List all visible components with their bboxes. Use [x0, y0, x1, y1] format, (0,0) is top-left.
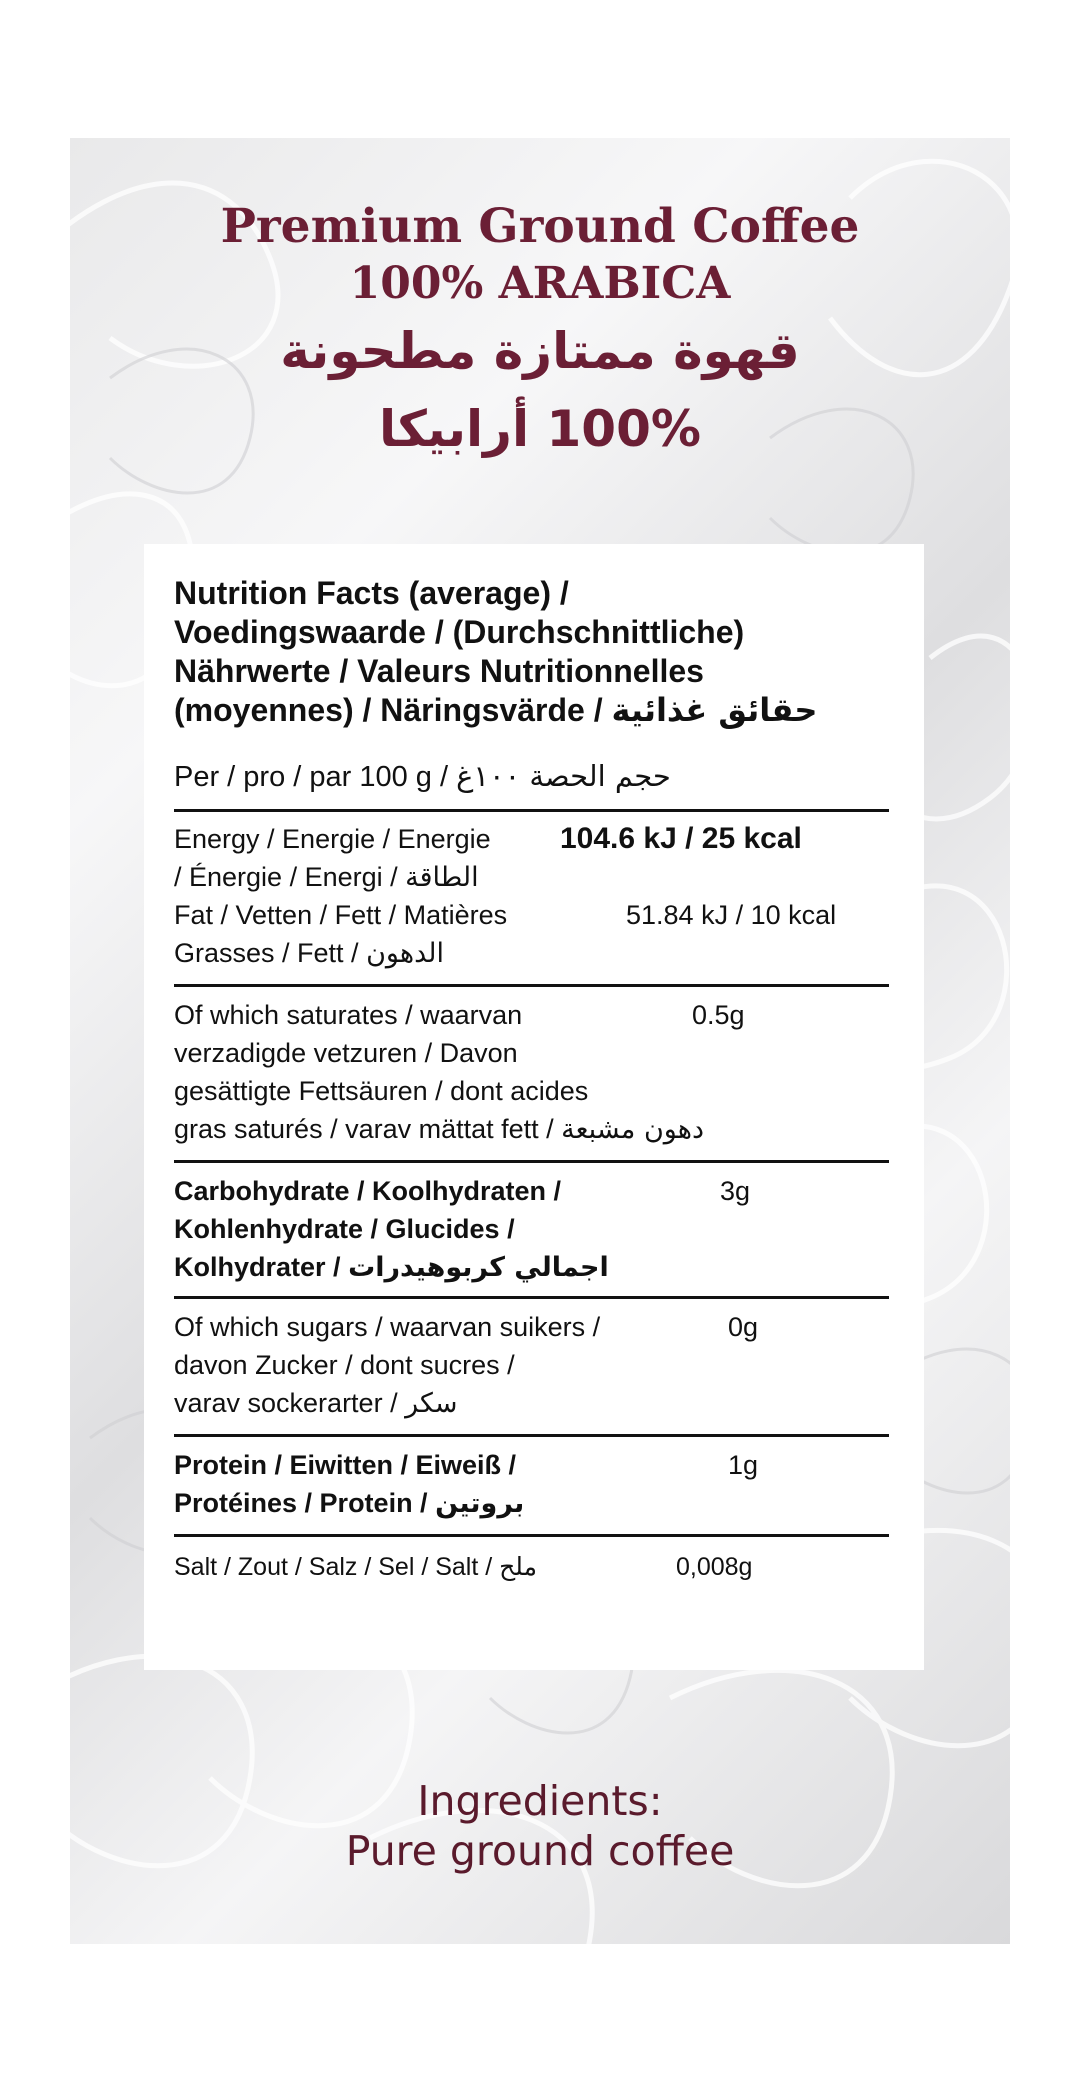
salt-label-arabic: ملح: [499, 1552, 537, 1581]
divider: [174, 1434, 889, 1437]
carbohydrate-value: 3g: [720, 1176, 751, 1206]
saturates-label-arabic: دهون مشبعة: [561, 1114, 704, 1145]
product-title-arabic: قهوة ممتازة مطحونة: [280, 322, 800, 380]
protein-value: 1g: [728, 1450, 759, 1480]
sugars-value: 0g: [728, 1312, 759, 1342]
ingredients-block: [70, 1776, 1010, 1876]
divider: [174, 1534, 889, 1537]
divider: [174, 984, 889, 987]
nutrition-heading-line: Nährwerte / Valeurs Nutritionnelles: [174, 653, 704, 689]
divider: [174, 1160, 889, 1163]
carbohydrate-label-arabic: اجمالي كربوهيدرات: [348, 1252, 609, 1283]
product-subtitle-arabic: 100% أرابيكا: [379, 400, 701, 458]
energy-label-arabic: الطاقة: [405, 862, 479, 893]
nutrition-heading-line: Voedingswaarde / (Durchschnittliche): [174, 614, 745, 650]
nutrition-heading: [174, 574, 904, 730]
nutrition-heading-arabic: حقائق غذائية: [611, 691, 818, 729]
label-panel: [70, 138, 1010, 1944]
nutrition-heading-line: Nutrition Facts (average) /: [174, 575, 569, 611]
nutrition-heading-line: (moyennes) / Näringsvärde / حقائق غذائية: [174, 691, 818, 729]
saturates-label: Of which saturates / waarvan verzadigde vetzuren / Davon gesättigte Fettsäuren / dont acides gras saturés / varav mättat fett / دهون مشبعة: [174, 1000, 704, 1145]
fat-value: 51.84 kJ / 10 kcal: [626, 900, 837, 930]
divider: [174, 1296, 889, 1299]
ingredients-label: Ingredients:: [417, 1777, 663, 1825]
carbohydrate-label: Carbohydrate / Koolhydraten / Kohlenhydrate / Glucides / Kolhydrater / اجمالي كربوهيدرات: [174, 1176, 609, 1283]
ingredients-text: Pure ground coffee: [345, 1827, 735, 1875]
protein-label-arabic: بروتين: [435, 1488, 525, 1519]
fat-label: Fat / Vetten / Fett / Matières Grasses / Fett / الدهون: [174, 900, 508, 969]
energy-value: 104.6 kJ / 25 kcal: [560, 822, 802, 855]
salt-value: 0,008g: [676, 1553, 753, 1581]
sugars-label: Of which sugars / waarvan suikers / davon Zucker / dont sucres / varav sockerarter / سكر: [174, 1312, 601, 1419]
sugars-label-arabic: سكر: [405, 1388, 458, 1419]
product-title: Premium Ground Coffee: [220, 199, 860, 254]
product-subtitle: 100% ARABICA: [349, 258, 731, 309]
product-title-block: [70, 198, 1010, 468]
salt-label: Salt / Zout / Salz / Sel / Salt / ملح: [174, 1552, 537, 1581]
protein-label: Protein / Eiwitten / Eiweiß / Protéines / Protein / بروتين: [174, 1450, 525, 1519]
energy-label: Energy / Energie / Energie / Énergie / Energi / الطاقة: [174, 824, 491, 893]
saturates-value: 0.5g: [692, 1000, 745, 1030]
serving-size: Per / pro / par 100 g / حجم الحصة ١٠٠غ: [174, 759, 671, 793]
nutrition-facts-card: [144, 544, 924, 1670]
divider: [174, 809, 889, 812]
fat-label-arabic: الدهون: [366, 938, 444, 969]
serving-size-arabic: حجم الحصة ١٠٠غ: [456, 759, 671, 793]
